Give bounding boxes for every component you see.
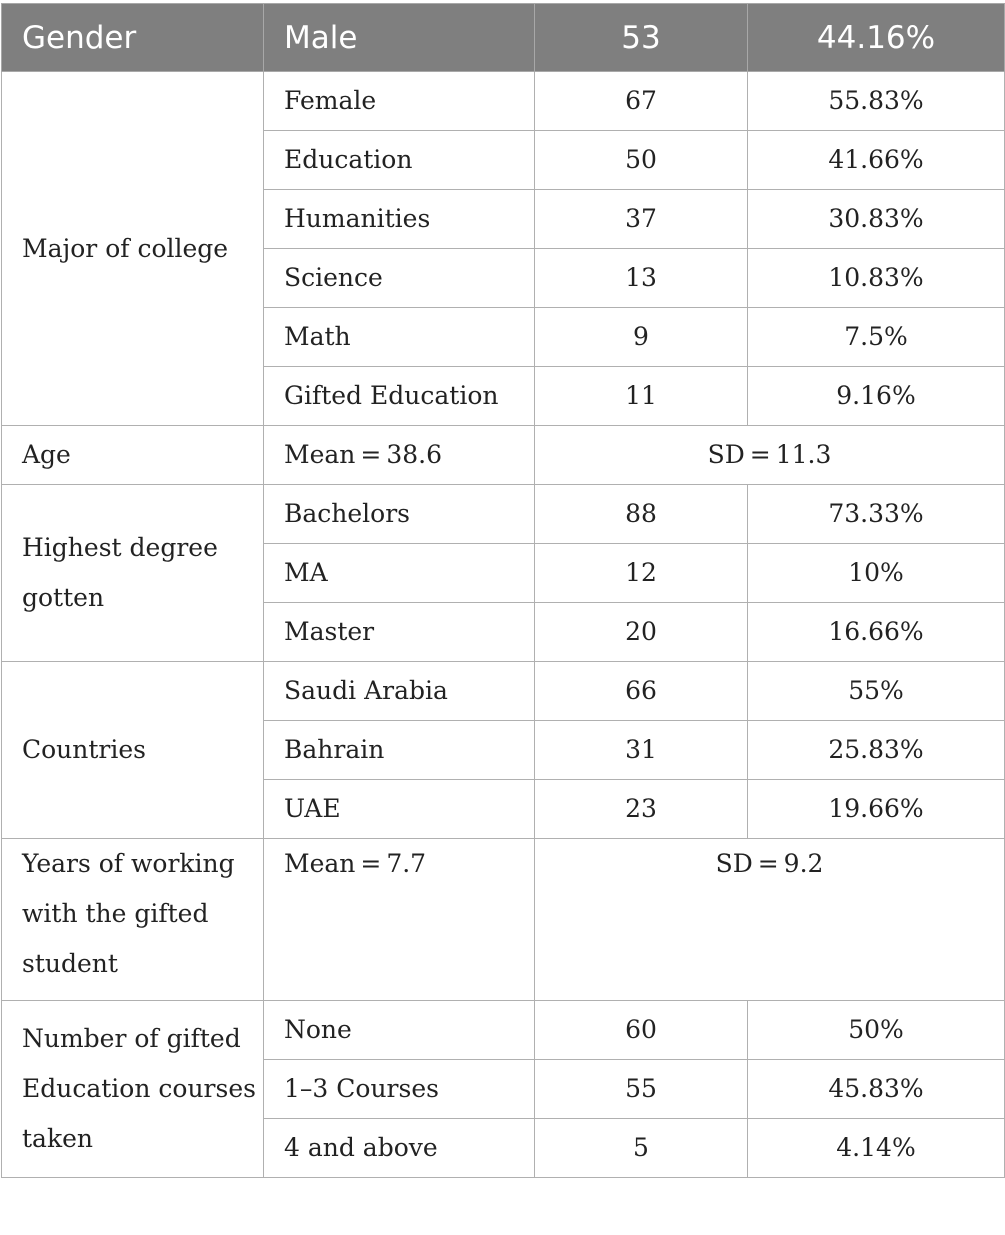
count-cell: 20 <box>535 603 748 662</box>
count-cell: 9 <box>535 308 748 367</box>
percent-cell: 30.83% <box>748 190 1005 249</box>
category-cell: Master <box>264 603 535 662</box>
category-cell: Math <box>264 308 535 367</box>
table-row <box>2 426 1005 485</box>
count-cell: 31 <box>535 721 748 780</box>
group-label-courses: Number of gifted Education courses taken <box>2 1001 264 1178</box>
count-cell: 88 <box>535 485 748 544</box>
count-cell: 60 <box>535 1001 748 1060</box>
count-cell: 13 <box>535 249 748 308</box>
category-cell: Science <box>264 249 535 308</box>
table-row <box>2 839 1005 1001</box>
table-row <box>2 662 1005 721</box>
percent-cell: 55% <box>748 662 1005 721</box>
header-cell-category: Male <box>264 4 535 72</box>
percent-cell: 41.66% <box>748 131 1005 190</box>
percent-cell: 7.5% <box>748 308 1005 367</box>
table-row <box>2 485 1005 544</box>
age-mean-cell: Mean = 38.6 <box>264 426 535 485</box>
count-cell: 66 <box>535 662 748 721</box>
table-row <box>2 72 1005 131</box>
percent-cell: 25.83% <box>748 721 1005 780</box>
count-cell: 11 <box>535 367 748 426</box>
count-cell: 5 <box>535 1119 748 1178</box>
category-cell: None <box>264 1001 535 1060</box>
group-label-degree: Highest degree gotten <box>2 485 264 662</box>
category-cell: Humanities <box>264 190 535 249</box>
percent-cell: 50% <box>748 1001 1005 1060</box>
count-cell: 23 <box>535 780 748 839</box>
header-cell-count: 53 <box>535 4 748 72</box>
category-cell: Education <box>264 131 535 190</box>
category-cell: Female <box>264 72 535 131</box>
category-cell: MA <box>264 544 535 603</box>
category-cell: Saudi Arabia <box>264 662 535 721</box>
group-label-years: Years of working with the gifted student <box>2 839 264 1001</box>
category-cell: 1–3 Courses <box>264 1060 535 1119</box>
header-cell-variable: Gender <box>2 4 264 72</box>
percent-cell: 9.16% <box>748 367 1005 426</box>
category-cell: Gifted Education <box>264 367 535 426</box>
percent-cell: 16.66% <box>748 603 1005 662</box>
percent-cell: 19.66% <box>748 780 1005 839</box>
count-cell: 12 <box>535 544 748 603</box>
category-cell: 4 and above <box>264 1119 535 1178</box>
header-row <box>2 4 1005 72</box>
count-cell: 37 <box>535 190 748 249</box>
category-cell: Bachelors <box>264 485 535 544</box>
years-sd-cell: SD = 9.2 <box>535 839 1005 1001</box>
years-mean-cell: Mean = 7.7 <box>264 839 535 1001</box>
percent-cell: 10.83% <box>748 249 1005 308</box>
group-label-major: Major of college <box>2 72 264 426</box>
count-cell: 55 <box>535 1060 748 1119</box>
percent-cell: 55.83% <box>748 72 1005 131</box>
age-sd-cell: SD = 11.3 <box>535 426 1005 485</box>
count-cell: 67 <box>535 72 748 131</box>
category-cell: Bahrain <box>264 721 535 780</box>
percent-cell: 10% <box>748 544 1005 603</box>
group-label-age: Age <box>2 426 264 485</box>
percent-cell: 4.14% <box>748 1119 1005 1178</box>
count-cell: 50 <box>535 131 748 190</box>
percent-cell: 45.83% <box>748 1060 1005 1119</box>
group-label-countries: Countries <box>2 662 264 839</box>
percent-cell: 73.33% <box>748 485 1005 544</box>
header-cell-percent: 44.16% <box>748 4 1005 72</box>
table-row <box>2 1001 1005 1060</box>
category-cell: UAE <box>264 780 535 839</box>
demographics-table <box>1 3 1005 1178</box>
